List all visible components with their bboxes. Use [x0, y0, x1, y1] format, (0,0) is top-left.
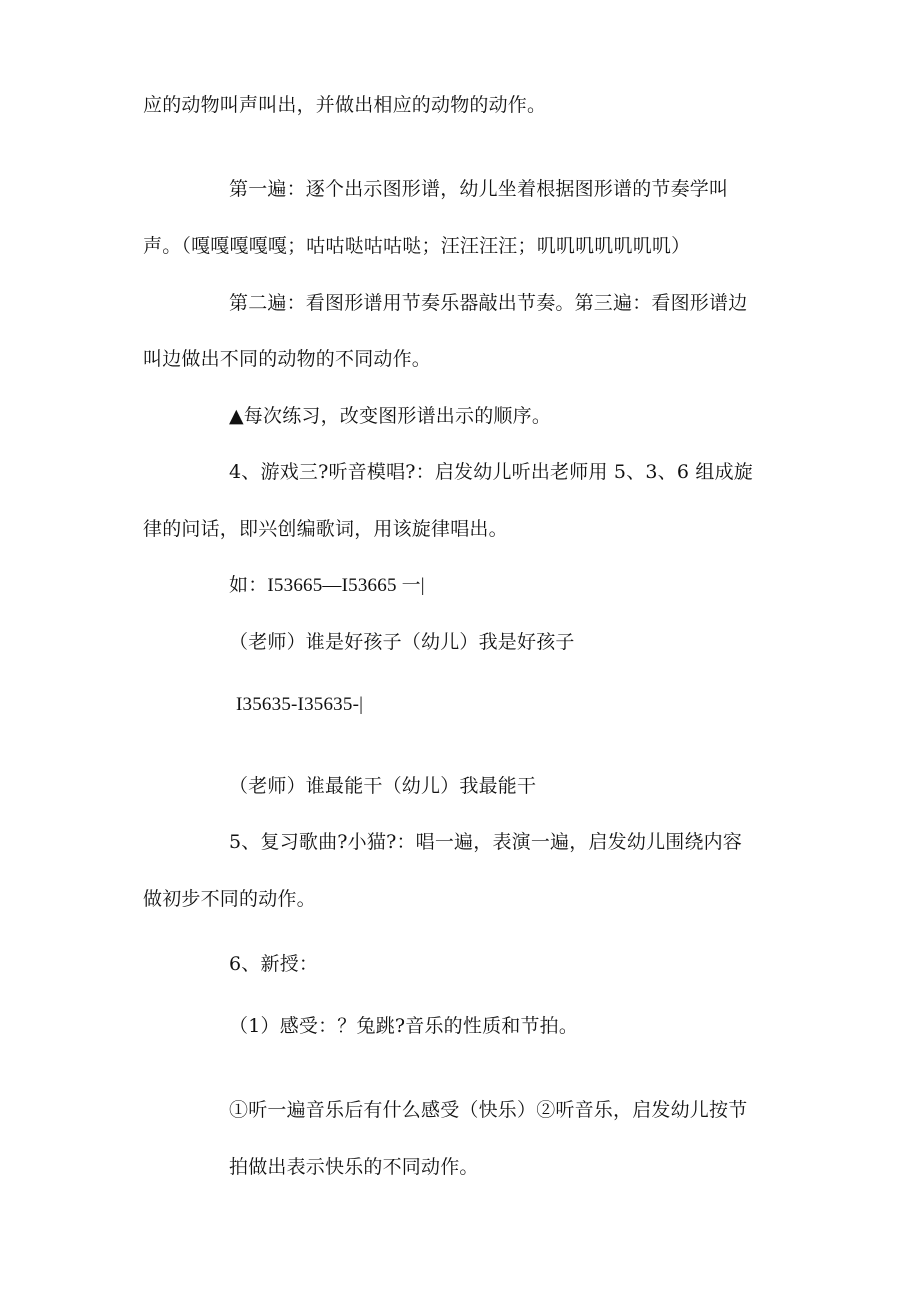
- paragraph-line-6: ▲每次练习，改变图形谱出示的顺序。: [229, 405, 552, 427]
- paragraph-line-4: 第二遍：看图形谱用节奏乐器敲出节奏。第三遍：看图形谱边: [229, 292, 748, 314]
- notation-line-1: 如：I53665—I53665 一|: [229, 575, 425, 596]
- lyrics-line-2: （老师）谁最能干（幼儿）我最能干: [229, 775, 537, 797]
- paragraph-line-3: 声。（嘎嘎嘎嘎嘎；咕咕哒咕咕哒；汪汪汪汪；叽叽叽叽叽叽叽）: [143, 235, 691, 257]
- section-heading: 6、新授：: [229, 953, 319, 975]
- paragraph-line-9: 5、复习歌曲?小猫?：唱一遍，表演一遍，启发幼儿围绕内容: [229, 831, 743, 853]
- paragraph-line-13: 拍做出表示快乐的不同动作。: [229, 1156, 479, 1178]
- paragraph-line-5: 叫边做出不同的动物的不同动作。: [143, 348, 432, 370]
- paragraph-line-11: （1）感受：？兔跳?音乐的性质和节拍。: [229, 1015, 579, 1037]
- paragraph-line-1: 应的动物叫声叫出，并做出相应的动物的动作。: [143, 94, 547, 116]
- paragraph-line-12: ①听一遍音乐后有什么感受（快乐）②听音乐，启发幼儿按节: [229, 1099, 748, 1121]
- paragraph-line-10: 做初步不同的动作。: [143, 888, 316, 910]
- lyrics-line-1: （老师）谁是好孩子（幼儿）我是好孩子: [229, 631, 575, 653]
- notation-line-2: I35635-I35635-|: [236, 694, 364, 715]
- paragraph-line-7: 4、游戏三?听音模唱?：启发幼儿听出老师用 5、3、6 组成旋: [229, 461, 754, 483]
- paragraph-line-8: 律的问话，即兴创编歌词，用该旋律唱出。: [143, 518, 508, 540]
- paragraph-line-2: 第一遍：逐个出示图形谱，幼儿坐着根据图形谱的节奏学叫: [229, 178, 729, 200]
